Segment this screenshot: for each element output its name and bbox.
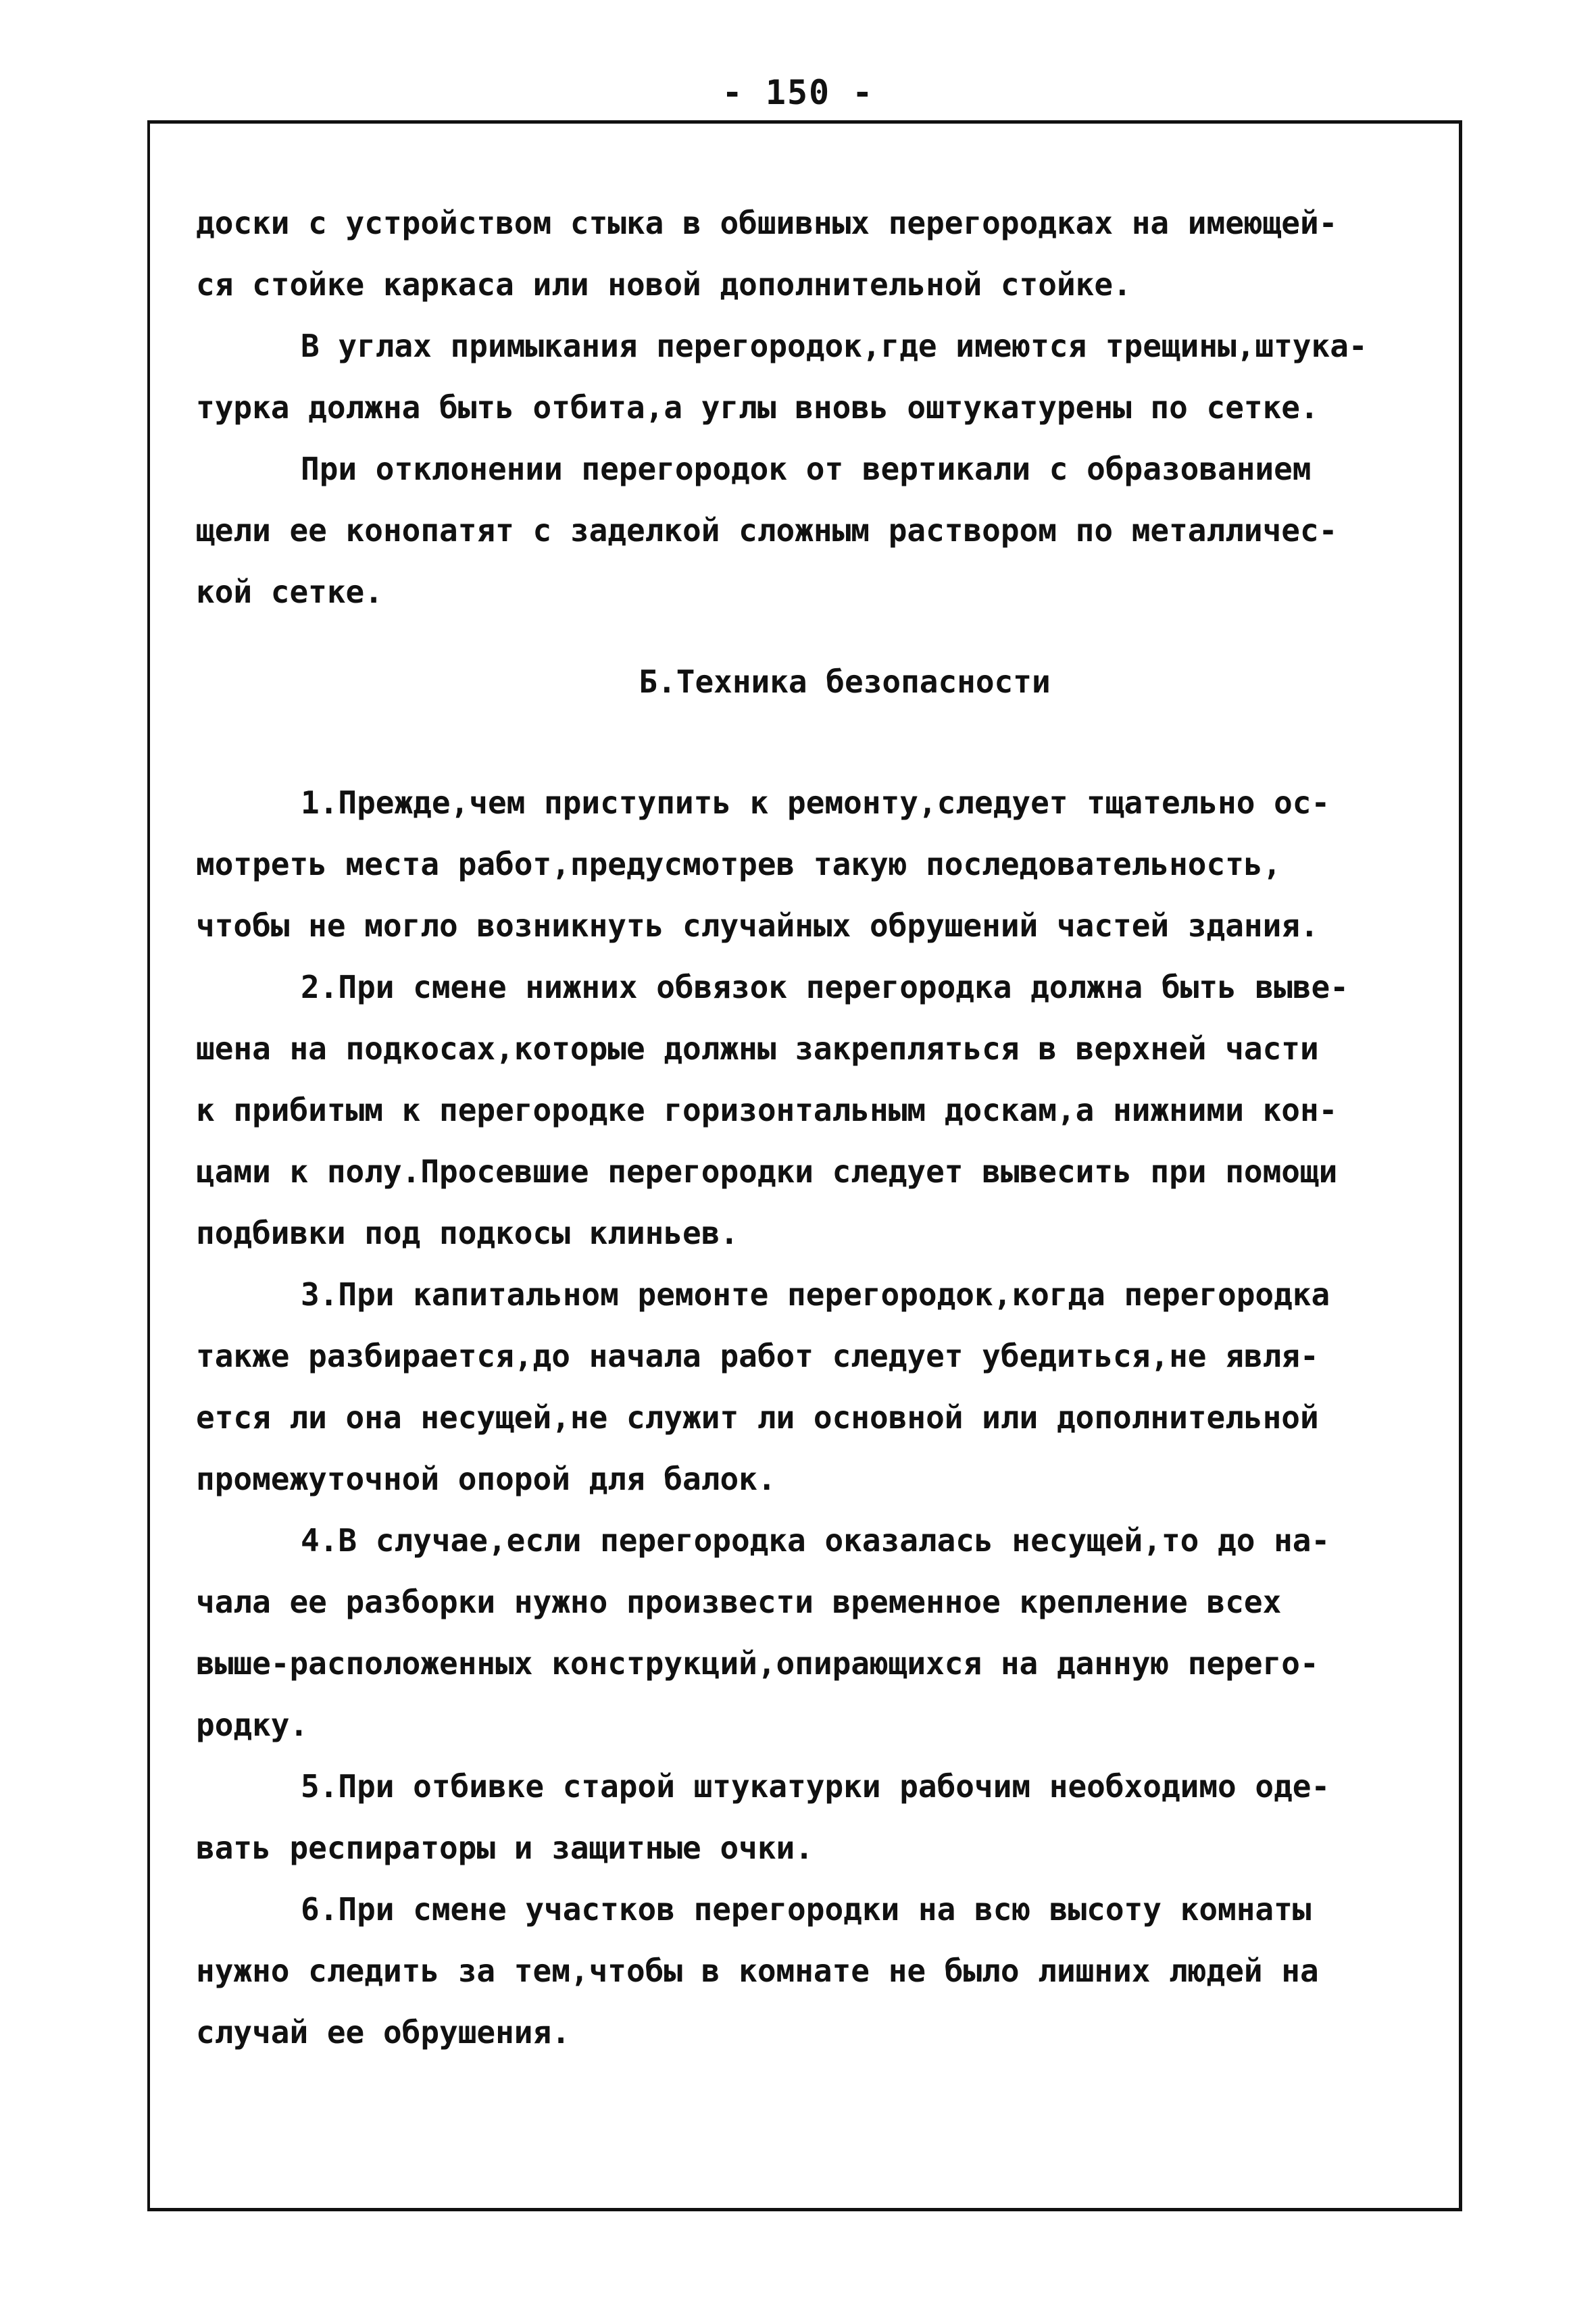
safety-item-6: [196, 1879, 1453, 2063]
section-heading: Б.Техника безопасности: [639, 663, 1051, 700]
text-line: промежуточной опорой для балок.: [196, 1461, 776, 1497]
text-line: цами к полу.Просевшие перегородки следует вывесить при помощи: [196, 1153, 1338, 1190]
safety-item-5: [196, 1756, 1453, 1879]
text-line: выше-расположенных конструкций,опирающихся на данную перего-: [196, 1645, 1319, 1682]
text-line: родку.: [196, 1707, 309, 1743]
safety-item-2: [196, 957, 1453, 1264]
paragraph: [196, 438, 1453, 623]
text-line: доски с устройством стыка в обшивных перегородках на имеющей-: [196, 205, 1338, 241]
text-line: нужно следить за тем,чтобы в комнате не было лишних людей на: [196, 1953, 1319, 1989]
text-line: ется ли она несущей,не служит ли основной или дополнительной: [196, 1399, 1319, 1436]
text-line: 4.В случае,если перегородка оказалась несущей,то до на-: [301, 1522, 1330, 1559]
text-line: подбивки под подкосы клиньев.: [196, 1215, 739, 1251]
text-line: чала ее разборки нужно произвести временное крепление всех: [196, 1584, 1282, 1620]
safety-item-4: [196, 1510, 1453, 1756]
text-line: шена на подкосах,которые должны закрепляться в верхней части: [196, 1030, 1319, 1067]
text-line: мотреть места работ,предусмотрев такую последовательность,: [196, 846, 1282, 882]
safety-item-1: [196, 772, 1453, 957]
page-number: - 150 -: [722, 73, 874, 112]
text-line: 5.При отбивке старой штукатурки рабочим необходимо оде-: [301, 1768, 1330, 1805]
paragraph: [196, 316, 1453, 438]
paragraph: [196, 193, 1453, 316]
document-body: [196, 193, 1453, 2063]
text-line: При отклонении перегородок от вертикали с образованием: [301, 451, 1312, 487]
text-line: к прибитым к перегородке горизонтальным доскам,а нижними кон-: [196, 1092, 1338, 1128]
text-line: В углах примыкания перегородок,где имеются трещины,штука-: [301, 328, 1368, 364]
text-line: щели ее конопатят с заделкой сложным раствором по металличес-: [196, 512, 1338, 549]
text-line: чтобы не могло возникнуть случайных обрушений частей здания.: [196, 907, 1319, 944]
text-line: ся стойке каркаса или новой дополнительной стойке.: [196, 266, 1132, 303]
text-line: вать респираторы и защитные очки.: [196, 1830, 814, 1866]
text-line: 3.При капитальном ремонте перегородок,когда перегородка: [301, 1276, 1330, 1313]
text-line: случай ее обрушения.: [196, 2014, 570, 2051]
text-line: 6.При смене участков перегородки на всю высоту комнаты: [301, 1891, 1312, 1928]
text-line: 2.При смене нижних обвязок перегородка должна быть выве-: [301, 969, 1349, 1005]
safety-item-3: [196, 1264, 1453, 1510]
text-line: 1.Прежде,чем приступить к ремонту,следует тщательно ос-: [301, 784, 1330, 821]
text-line: турка должна быть отбита,а углы вновь оштукатурены по сетке.: [196, 389, 1319, 426]
text-line: также разбирается,до начала работ следует убедиться,не явля-: [196, 1338, 1319, 1374]
text-line: кой сетке.: [196, 574, 383, 610]
